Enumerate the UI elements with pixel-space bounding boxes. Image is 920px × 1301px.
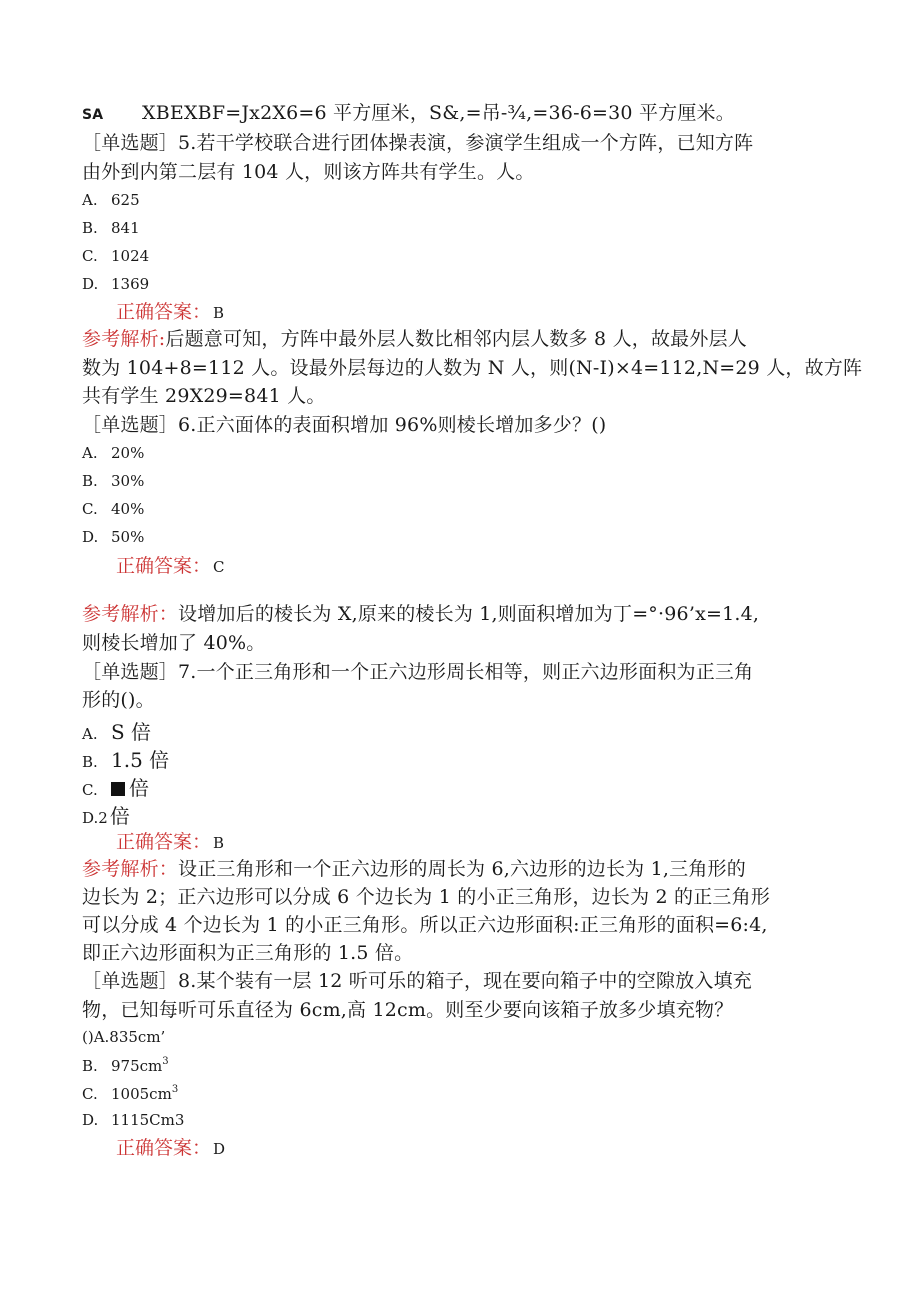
q5-stem-line2: 由外到内第二层有 104 人，则该方阵共有学生。人。	[82, 161, 535, 183]
option-text: 1024	[111, 247, 150, 265]
option-text: 975cm	[111, 1057, 163, 1075]
q7-stem-line1: ［单选题］7.一个正三角形和一个正六边形周长相等，则正六边形面积为正三角	[82, 661, 754, 683]
q7-option-d	[82, 806, 130, 826]
option-text: 625	[111, 191, 140, 209]
q6-option-c	[82, 502, 144, 517]
option-text: 1005cm	[111, 1085, 172, 1103]
option-key: C.	[82, 1085, 98, 1103]
q6-analysis-line1	[82, 605, 759, 624]
q7-answer	[116, 833, 224, 852]
analysis-text: 设正三角形和一个正六边形的周长为 6,六边形的边长为 1,三角形的	[178, 858, 746, 880]
option-key: A.	[82, 444, 98, 462]
option-text: 1.5 倍	[111, 748, 170, 772]
option-text: 1369	[111, 275, 150, 293]
q7-option-a	[82, 722, 151, 742]
option-text: 倍	[109, 804, 130, 828]
q5-analysis-line1	[82, 330, 747, 349]
option-key: B.	[82, 219, 98, 237]
answer-value: B	[213, 834, 225, 852]
superscript: 3	[171, 1084, 179, 1095]
q6-option-a	[82, 446, 144, 461]
option-key: C.	[82, 247, 98, 265]
q6-stem-line1: ［单选题］6.正六面体的表面积增加 96%则棱长增加多少？()	[82, 414, 607, 436]
option-key: D.	[82, 528, 99, 546]
option-text: 倍	[129, 776, 149, 800]
option-key: C.	[82, 781, 98, 799]
q8-stem-line1: ［单选题］8.某个装有一层 12 听可乐的箱子，现在要向箱子中的空隙放入填充	[82, 970, 752, 992]
black-square-icon	[111, 782, 125, 796]
option-key: A.	[82, 191, 98, 209]
q7-analysis-line2: 边长为 2；正六边形可以分成 6 个边长为 1 的小正三角形，边长为 2 的正三角形	[82, 886, 771, 908]
q7-analysis-line1	[82, 860, 746, 879]
answer-label: 正确答案：	[116, 1137, 212, 1159]
option-text: 30%	[111, 472, 145, 490]
analysis-label: 参考解析：	[82, 858, 179, 880]
q5-answer	[116, 303, 224, 322]
q8-answer	[116, 1139, 225, 1158]
q5-stem-line1: ［单选题］5.若干学校联合进行团体操表演，参演学生组成一个方阵，已知方阵	[82, 132, 754, 154]
option-text: 1115Cm3	[111, 1111, 185, 1129]
formula-text: XBEXBF=Jx2X6=6 平方厘米，S&,=吊-¾,=36-6=30 平方厘米。	[142, 102, 735, 124]
q7-analysis-line4: 即正六边形面积为正三角形的 1.5 倍。	[82, 942, 414, 964]
answer-value: B	[213, 304, 225, 322]
q8-option-c	[82, 1085, 178, 1102]
option-key: B.	[82, 1057, 98, 1075]
option-text: 50%	[111, 528, 145, 546]
analysis-text: 设增加后的棱长为 X,原来的棱长为 1,则面积增加为丁=°·96’x=1.4,	[178, 603, 760, 625]
q5-option-d	[82, 277, 149, 292]
option-text: 841	[111, 219, 140, 237]
q7-option-c	[82, 778, 149, 798]
answer-label: 正确答案：	[116, 831, 212, 853]
answer-label: 正确答案：	[116, 301, 212, 323]
q5-analysis-line3: 共有学生 29X29=841 人。	[82, 385, 326, 407]
q5-analysis-line2: 数为 104+8=112 人。设最外层每边的人数为 N 人，则(N-I)×4=112,N=29 人，故方阵	[82, 357, 863, 379]
q5-option-a	[82, 193, 140, 208]
analysis-label: 参考解析：	[82, 603, 179, 625]
sa-label: SA	[82, 107, 104, 123]
option-key: D.	[82, 275, 99, 293]
q5-option-c	[82, 249, 149, 264]
superscript: 3	[162, 1056, 169, 1067]
q7-analysis-line3: 可以分成 4 个边长为 1 的小正三角形。所以正六边形面积:正三角形的面积=6:4,	[82, 914, 768, 936]
analysis-text: 后题意可知，方阵中最外层人数比相邻内层人数多 8 人，故最外层人	[165, 328, 747, 350]
answer-value: D	[213, 1140, 226, 1158]
option-key: C.	[82, 500, 98, 518]
q8-stem-line3-option-a: ()A.835cm’	[82, 1028, 166, 1046]
q6-analysis-line2: 则棱长增加了 40%。	[82, 632, 266, 654]
q6-answer	[116, 557, 225, 576]
option-key: A.	[82, 725, 98, 743]
q6-option-b	[82, 474, 144, 489]
q8-option-d	[82, 1113, 184, 1128]
option-text: S 倍	[111, 720, 152, 744]
option-key: D.	[82, 1111, 99, 1129]
q8-option-b	[82, 1057, 169, 1074]
option-text: 40%	[111, 500, 145, 518]
option-key: B.	[82, 472, 98, 490]
analysis-label: 参考解析:	[82, 328, 166, 350]
q7-stem-line2: 形的()。	[82, 689, 155, 711]
top-formula-line	[82, 104, 735, 123]
option-key: D.2	[82, 809, 108, 827]
q5-option-b	[82, 221, 140, 236]
q7-option-b	[82, 750, 169, 770]
answer-value: C	[213, 558, 225, 576]
answer-label: 正确答案：	[116, 555, 212, 577]
q6-option-d	[82, 530, 144, 545]
q8-stem-line2: 物，已知每听可乐直径为 6cm,高 12cm。则至少要向该箱子放多少填充物？	[82, 999, 734, 1021]
option-key: B.	[82, 753, 98, 771]
option-text: 20%	[111, 444, 145, 462]
